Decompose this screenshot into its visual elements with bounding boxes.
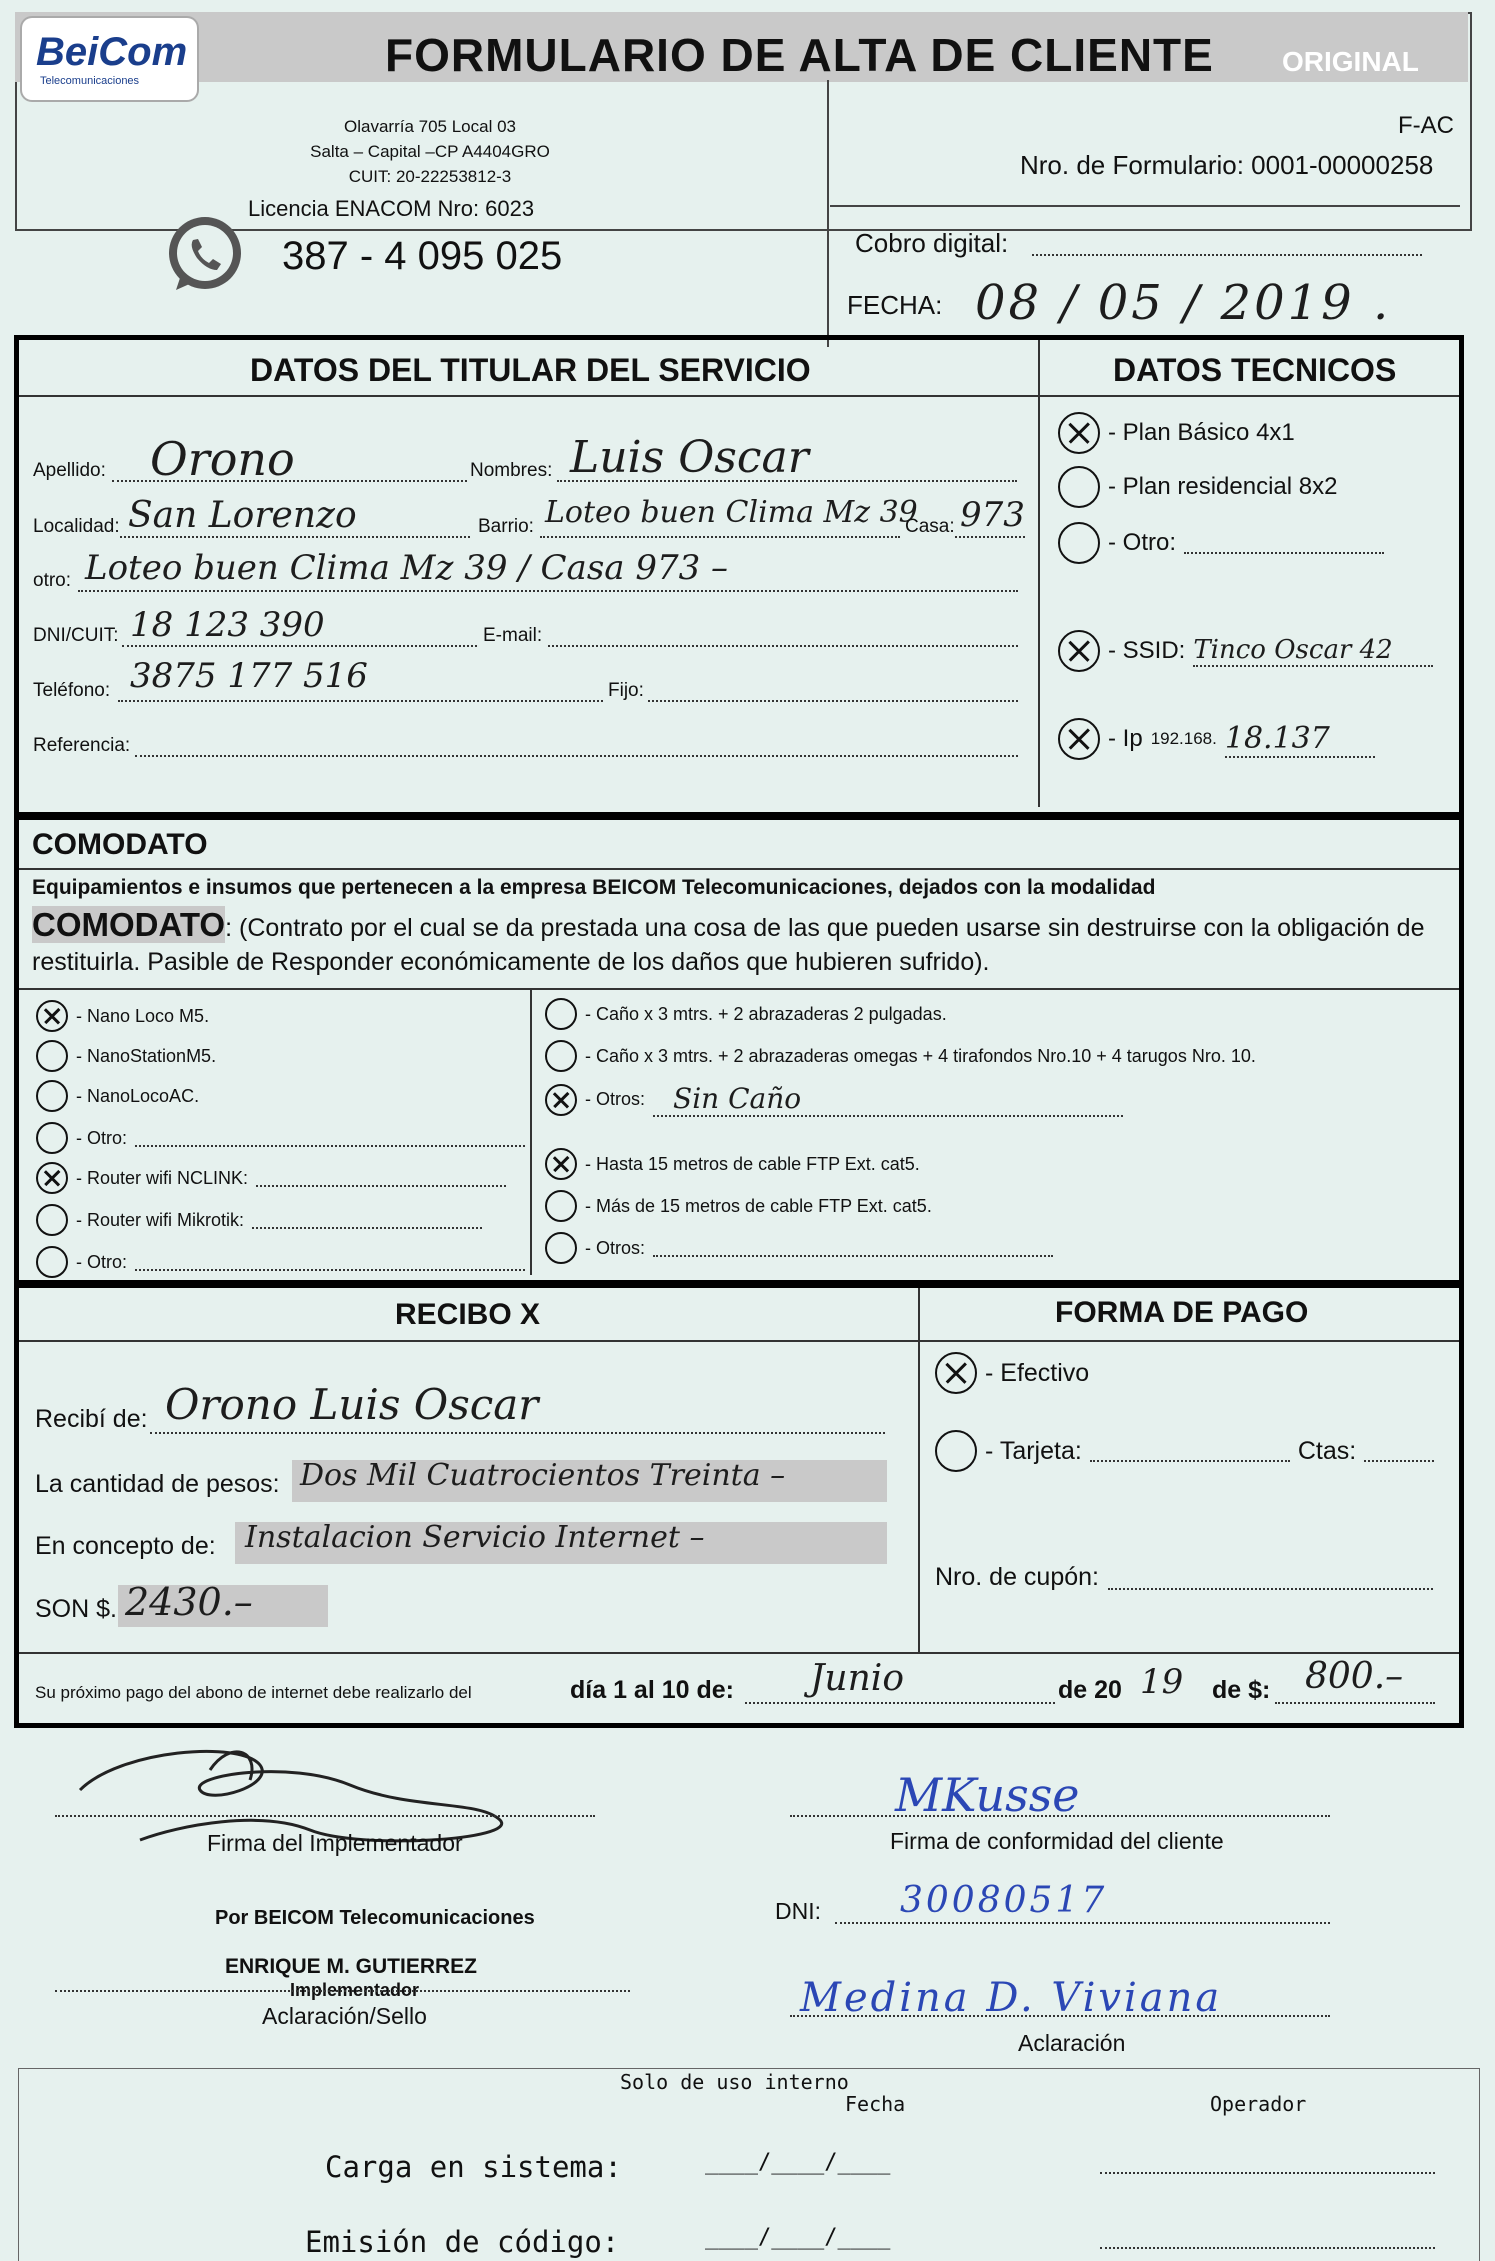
efectivo-option[interactable]: [935, 1352, 1089, 1394]
recibi-value: Orono Luis Oscar: [165, 1380, 539, 1429]
emision-fecha-field[interactable]: ____/____/____: [705, 2225, 891, 2250]
comodato-item[interactable]: [545, 1232, 1053, 1264]
item-label: - Otros:: [585, 1089, 646, 1109]
fijo-field[interactable]: [648, 700, 1018, 702]
empty-circle-icon: [545, 1040, 577, 1072]
otro-label: otro:: [33, 570, 72, 591]
apellido-value: Orono: [150, 432, 295, 486]
item-label: - Caño x 3 mtrs. + 2 abrazaderas omegas + 4 tirafondos Nro.10 + 4 tarugos Nro. 10.: [585, 1045, 1256, 1066]
empty-circle-icon: [36, 1122, 68, 1154]
ip-prefix: 192.168.: [1150, 729, 1217, 748]
cantidad-value[interactable]: Dos Mil Cuatrocientos Treinta –: [300, 1458, 786, 1493]
header-rule: [830, 205, 1460, 207]
recibo-divider: [918, 1288, 920, 1653]
cobro-digital-field[interactable]: [1032, 254, 1422, 256]
plan-basico-option[interactable]: [1058, 412, 1295, 454]
implementador-label: Firma del Implementador: [207, 1830, 463, 1856]
cantidad-label: La cantidad de pesos:: [35, 1470, 280, 1498]
concepto-label: En concepto de:: [35, 1532, 216, 1560]
recibo-section: [14, 1283, 1464, 1728]
comodato-item[interactable]: [545, 1082, 1123, 1117]
form-title: FORMULARIO DE ALTA DE CLIENTE: [385, 29, 1214, 81]
forma-pago-heading: FORMA DE PAGO: [1055, 1296, 1309, 1329]
referencia-field[interactable]: [135, 755, 1018, 757]
empty-circle-icon: [36, 1040, 68, 1072]
comodato-divider: [530, 990, 532, 1275]
dni-value: 18 123 390: [130, 605, 325, 645]
son-label: SON $.: [35, 1595, 117, 1623]
carga-operador-field[interactable]: [1100, 2172, 1435, 2174]
email-label: E-mail:: [483, 625, 543, 646]
tecnicos-heading: DATOS TECNICOS: [1113, 352, 1397, 388]
item-label: - Otros:: [585, 1237, 646, 1258]
comodato-item[interactable]: [36, 1122, 525, 1154]
checked-circle-icon: [36, 1000, 68, 1032]
empty-circle-icon: [1058, 466, 1100, 508]
item-label: - NanoLocoAC.: [76, 1085, 200, 1106]
concepto-value[interactable]: Instalacion Servicio Internet –: [245, 1520, 705, 1555]
nombres-value: Luis Oscar: [570, 432, 809, 483]
contact-phone: 387 - 4 095 025: [282, 234, 563, 278]
address-line: Salta – Capital –CP A4404GRO: [310, 142, 550, 161]
checked-circle-icon: [545, 1148, 577, 1180]
empty-circle-icon: [545, 1190, 577, 1222]
son-value[interactable]: 2430.–: [125, 1580, 253, 1624]
checked-circle-icon: [1058, 718, 1100, 760]
tarjeta-field[interactable]: [1090, 1440, 1290, 1462]
ip-value: 18.137: [1225, 721, 1375, 758]
item-label: - Nano Loco M5.: [76, 1005, 210, 1026]
titular-heading: DATOS DEL TITULAR DEL SERVICIO: [250, 352, 811, 388]
aclaracion-sello-line[interactable]: [55, 1990, 630, 1992]
recibo-rule: [19, 1340, 1459, 1342]
item-field[interactable]: [135, 1253, 525, 1271]
proximo-monto-field[interactable]: [1275, 1702, 1435, 1704]
address-line: Olavarría 705 Local 03: [344, 117, 516, 136]
emision-codigo-label: Emisión de código:: [305, 2225, 620, 2259]
cliente-dni-label: DNI:: [775, 1898, 821, 1924]
checked-circle-icon: [545, 1084, 577, 1116]
proximo-anio-value[interactable]: 19: [1140, 1662, 1184, 1702]
cuit-line: CUIT: 20-22253812-3: [348, 167, 512, 186]
ctas-field[interactable]: [1364, 1440, 1434, 1462]
item-label: - Hasta 15 metros de cable FTP Ext. cat5.: [585, 1153, 920, 1174]
logo-subtitle: Telecomunicaciones: [40, 75, 140, 87]
proximo-dias: día 1 al 10 de:: [570, 1676, 734, 1704]
internal-fecha-label: Fecha: [845, 2092, 906, 2116]
ctas-label: Ctas:: [1297, 1436, 1357, 1465]
carga-fecha-field[interactable]: ____/____/____: [705, 2150, 891, 2175]
ssid-option[interactable]: [1058, 630, 1433, 672]
nombres-label: Nombres:: [470, 460, 553, 481]
comodato-item[interactable]: [36, 1000, 209, 1032]
barrio-label: Barrio:: [478, 516, 534, 537]
item-label: - Otro:: [76, 1127, 128, 1148]
telefono-field[interactable]: [118, 700, 603, 702]
localidad-value: San Lorenzo: [128, 495, 357, 536]
item-field[interactable]: [256, 1169, 506, 1187]
comodato-item[interactable]: [545, 1190, 932, 1222]
otro-plan-field[interactable]: [1184, 532, 1384, 554]
item-label: - Caño x 3 mtrs. + 2 abrazaderas 2 pulgadas.: [585, 1003, 947, 1024]
recibi-field[interactable]: [150, 1432, 885, 1434]
recibo-heading: RECIBO X: [395, 1298, 541, 1331]
comodato-definition: [32, 908, 1432, 979]
emision-operador-field[interactable]: [1100, 2247, 1435, 2249]
checked-circle-icon: [36, 1162, 68, 1194]
localidad-label: Localidad:: [33, 516, 120, 537]
proximo-mes-value: Junio: [810, 1658, 904, 1699]
otro-field[interactable]: [78, 590, 1018, 592]
company-address: [300, 114, 560, 189]
proximo-mes-field[interactable]: [745, 1702, 1055, 1704]
titular-header-rule: [19, 395, 1459, 397]
otro-value: Loteo buen Clima Mz 39 / Casa 973 –: [85, 548, 729, 588]
comodato-intro: [32, 876, 1155, 900]
proximo-monto-value: 800.–: [1305, 1656, 1404, 1697]
fijo-label: Fijo:: [608, 680, 644, 701]
dni-field[interactable]: [122, 645, 477, 647]
casa-label: Casa:: [905, 516, 955, 537]
empty-circle-icon: [36, 1080, 68, 1112]
comodato-definition-text: : (Contrato por el cual se da prestada una cosa de las que pueden usarse sin destruirse con la obligación de restituirla. Pasible de Responder económicamente de los daños que hubieren sufrido).: [32, 914, 1425, 976]
ssid-value: Tinco Oscar 42: [1193, 635, 1433, 667]
option-label: - Otro:: [1108, 529, 1177, 556]
option-label: - Plan residencial 8x2: [1108, 473, 1338, 500]
titular-divider: [1038, 340, 1040, 807]
otro-plan-option[interactable]: [1058, 522, 1384, 564]
telefono-label: Teléfono:: [33, 680, 111, 701]
cliente-signature: MKusse: [895, 1768, 1080, 1822]
fecha-label: FECHA:: [847, 290, 943, 320]
item-label: - Router wifi NCLINK:: [76, 1167, 249, 1188]
item-label: - Router wifi Mikrotik:: [76, 1209, 245, 1230]
internal-operador-label: Operador: [1210, 2092, 1307, 2116]
casa-field[interactable]: [955, 536, 1025, 538]
cupon-field[interactable]: [1108, 1588, 1433, 1590]
header-divider: [827, 80, 829, 347]
comodato-item[interactable]: [545, 1148, 920, 1180]
dni-label: DNI/CUIT:: [33, 625, 119, 646]
cliente-dni-value: 30080517: [900, 1880, 1108, 1921]
whatsapp-icon: [160, 210, 250, 300]
original-tag: ORIGINAL: [1282, 46, 1419, 77]
form-number: Nro. de Formulario: 0001-00000258: [1020, 150, 1434, 180]
comodato-heading: COMODATO: [32, 828, 208, 861]
email-field[interactable]: [548, 645, 1018, 647]
comodato-rule: [19, 868, 1459, 870]
item-label: - Otro:: [76, 1251, 128, 1272]
cliente-aclaracion-label: Aclaración: [1018, 2030, 1126, 2056]
cliente-signature-label: Firma de conformidad del cliente: [890, 1828, 1224, 1854]
proximo-anio-label: de 20: [1058, 1676, 1122, 1704]
efectivo-label: - Efectivo: [985, 1358, 1090, 1387]
item-label: - NanoStationM5.: [76, 1045, 217, 1066]
checked-circle-icon: [935, 1352, 977, 1394]
recibi-label: Recibí de:: [35, 1405, 148, 1433]
comodato-intro-text: Equipamientos e insumos que pertenecen a la empresa BEICOM Telecomunicaciones, dejados con la modalidad: [32, 876, 1156, 899]
stamp-name: ENRIQUE M. GUTIERREZ: [225, 1955, 478, 1978]
comodato-item[interactable]: [545, 998, 947, 1030]
comodato-item[interactable]: [545, 1040, 1256, 1072]
comodato-item[interactable]: [36, 1162, 506, 1194]
comodato-item[interactable]: [36, 1040, 216, 1072]
telefono-value: 3875 177 516: [130, 656, 368, 696]
comodato-item[interactable]: [36, 1246, 525, 1278]
tarjeta-option[interactable]: [935, 1430, 1434, 1472]
proximo-monto-label: de $:: [1212, 1676, 1271, 1704]
ssid-label: - SSID:: [1108, 637, 1186, 664]
aclaracion-sello-label: Aclaración/Sello: [262, 2003, 427, 2029]
cliente-dni-field[interactable]: [835, 1922, 1330, 1924]
empty-circle-icon: [545, 998, 577, 1030]
fecha-value[interactable]: 08 / 05 / 2019 .: [975, 275, 1392, 331]
casa-value: 973: [960, 495, 1025, 535]
form-code: F-AC: [1398, 112, 1454, 139]
checked-circle-icon: [1058, 630, 1100, 672]
comodato-word: COMODATO: [32, 906, 226, 943]
stamp-company: Por BEICOM Telecomunicaciones: [215, 1907, 535, 1929]
tarjeta-label: - Tarjeta:: [985, 1436, 1082, 1465]
logo: [22, 18, 197, 100]
carga-sistema-label: Carga en sistema:: [325, 2150, 622, 2184]
item-field[interactable]: [252, 1211, 482, 1229]
checked-circle-icon: [1058, 412, 1100, 454]
implementador-signature-line[interactable]: [55, 1815, 595, 1817]
comodato-item[interactable]: [36, 1204, 482, 1236]
empty-circle-icon: [1058, 522, 1100, 564]
comodato-items-rule: [19, 988, 1459, 990]
empty-circle-icon: [36, 1204, 68, 1236]
otros-value[interactable]: Sin Caño: [653, 1082, 1123, 1117]
empty-circle-icon: [36, 1246, 68, 1278]
barrio-value: Loteo buen Clima Mz 39: [545, 495, 918, 530]
cliente-aclaracion-value: Medina D. Viviana: [800, 1975, 1223, 2021]
enacom-license: Licencia ENACOM Nro: 6023: [248, 196, 535, 221]
cobro-digital-label: Cobro digital:: [855, 228, 1009, 258]
ip-label: - Ip: [1108, 725, 1143, 752]
localidad-field[interactable]: [120, 536, 470, 538]
item-label: - Más de 15 metros de cable FTP Ext. cat5.: [585, 1195, 932, 1216]
apellido-label: Apellido:: [33, 460, 106, 481]
logo-text: BeiCom: [36, 30, 188, 74]
item-field[interactable]: [653, 1239, 1053, 1257]
barrio-field[interactable]: [540, 536, 900, 538]
item-field[interactable]: [135, 1129, 525, 1147]
internal-use-title: Solo de uso interno: [620, 2070, 849, 2094]
referencia-label: Referencia:: [33, 735, 131, 756]
empty-circle-icon: [935, 1430, 977, 1472]
proximo-rule: [19, 1652, 1459, 1654]
empty-circle-icon: [545, 1232, 577, 1264]
stamp-role: Implementador: [290, 1980, 420, 2000]
plan-residencial-option[interactable]: [1058, 466, 1337, 508]
comodato-item[interactable]: [36, 1080, 199, 1112]
option-label: - Plan Básico 4x1: [1108, 419, 1295, 446]
proximo-prefix: Su próximo pago del abono de internet debe realizarlo del: [35, 1683, 472, 1702]
cupon-label: Nro. de cupón:: [935, 1563, 1099, 1591]
ip-option[interactable]: [1058, 718, 1375, 760]
